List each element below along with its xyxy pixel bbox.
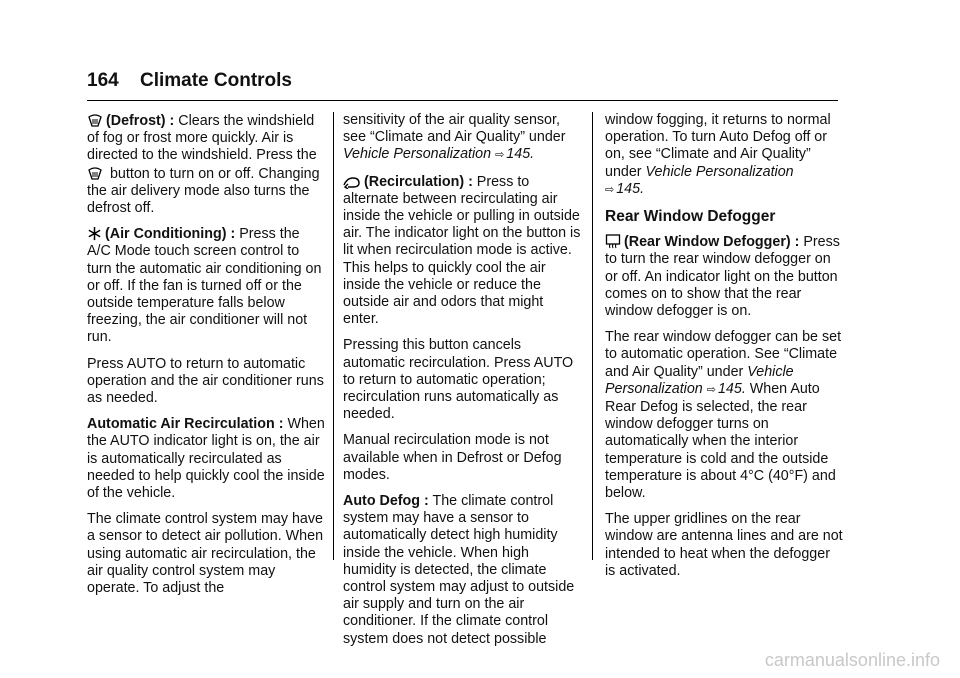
page-reference[interactable]: ⇨ 145.	[706, 380, 746, 397]
recirculation-paragraph	[343, 174, 581, 329]
auto-rear-text-2: When Auto Rear Defog is selected, the rear window defogger turns on automatically when the interior temperature is cold and the outside temperature is about 4°C (40°F) and below.	[605, 380, 836, 502]
sensor-paragraph: The climate control system may have a sensor to detect air pollution. When using automatic air recirculation, the air quality control system may operate. To adjust the	[87, 511, 324, 597]
auto-rear-paragraph	[605, 329, 843, 502]
rear-defogger-paragraph	[605, 233, 843, 320]
column-divider-2	[592, 112, 593, 560]
auto-defog-label: Auto Defog :	[343, 493, 429, 510]
snowflake-icon	[87, 226, 102, 241]
reference-arrow-icon: ⇨	[495, 149, 505, 162]
recirculation-icon	[343, 175, 361, 189]
defrost-text-2: button to turn on or off. Changing the air delivery mode also turns the defrost off.	[87, 165, 320, 217]
defrost-label: (Defrost) :	[106, 113, 175, 129]
page-number: 164	[87, 70, 119, 91]
fogging-text: window fogging, it returns to normal operation. To turn Auto Defog off or on, see “Climate and Air Quality” under	[605, 112, 831, 180]
column-divider-1	[333, 112, 334, 560]
aar-paragraph	[87, 416, 325, 502]
header-rule	[87, 100, 838, 101]
xref-title[interactable]: Vehicle Personalization	[343, 146, 492, 163]
fogging-paragraph	[605, 112, 843, 199]
aar-label: Automatic Air Recirculation :	[87, 416, 284, 433]
reference-number[interactable]: 145	[506, 146, 531, 163]
reference-number[interactable]: 145	[717, 380, 742, 397]
recirculation-text: Press to alternate between recirculating air inside the vehicle or pulling in outside air. The indicator light on the button is lit when recirculation mode is active. This helps to quickly cool the air inside the vehicle or reduce the outside air and odors that might enter.	[343, 173, 581, 328]
aar-text: When the AUTO indicator light is on, the air is automatically recirculated as needed to help quickly cool the inside of the vehicle.	[87, 416, 325, 502]
page-reference[interactable]: ⇨ 145.	[495, 146, 535, 163]
xref-title[interactable]: Vehicle Personalization	[645, 163, 794, 180]
defrost-icon	[87, 112, 103, 128]
auto-defog-text: The climate control system may have a sensor to automatically detect high humidity inside the vehicle. When high humidity is detected, the climate control system may adjust to outside air supply and turn on the air conditioner. If the climate control system does not detect possible	[343, 493, 575, 647]
ac-text: Press the A/C Mode touch screen control to turn the automatic air conditioning on or off. If the fan is turned off or the outside temperature falls below freezing, the air conditioner will not run.	[87, 226, 322, 346]
rear-defogger-text: Press to turn the rear window defogger on or off. An indicator light on the button comes on to show that the rear window defogger is on.	[605, 234, 840, 320]
rear-defogger-label: (Rear Window Defogger) :	[624, 234, 800, 251]
defrost-paragraph	[87, 112, 325, 217]
rear-defogger-icon	[605, 233, 621, 249]
auto-paragraph: Press AUTO to return to automatic operation and the air conditioner runs as needed.	[87, 355, 324, 407]
manual-paragraph: Manual recirculation mode is not available when in Defrost or Defog modes.	[343, 432, 562, 483]
gridlines-paragraph: The upper gridlines on the rear window are antenna lines and are not intended to heat when the defogger is activated.	[605, 511, 843, 579]
recirculation-label: (Recirculation) :	[364, 173, 473, 190]
auto-rear-text-1: The rear window defogger can be set to automatic operation. See “Climate and Air Quality” under	[605, 329, 842, 380]
section-title: Climate Controls	[139, 70, 293, 91]
column-3	[605, 112, 843, 589]
column-2	[343, 112, 581, 657]
xref-title[interactable]: Vehicle Personalization	[605, 363, 794, 397]
section-heading: Rear Window Defogger	[605, 208, 776, 226]
page-header	[87, 70, 292, 92]
ac-label: (Air Conditioning) :	[105, 226, 236, 243]
defrost-icon	[87, 165, 103, 181]
ac-paragraph	[87, 226, 325, 346]
defrost-text-1: Clears the windshield of fog or frost more quickly. Air is directed to the windshield. Press the	[87, 113, 317, 164]
auto-defog-paragraph	[343, 493, 581, 648]
column-1	[87, 112, 325, 606]
sensitivity-paragraph	[343, 112, 581, 165]
reference-number[interactable]: 145	[616, 180, 641, 197]
sensitivity-text: sensitivity of the air quality sensor, see “Climate and Air Quality” under	[343, 112, 566, 146]
page-reference[interactable]: ⇨ 145.	[605, 180, 645, 197]
reference-arrow-icon: ⇨	[706, 383, 716, 396]
reference-arrow-icon: ⇨	[605, 183, 615, 196]
cancel-paragraph: Pressing this button cancels automatic recirculation. Press AUTO to return to automatic operation; recirculation runs automatically as needed.	[343, 337, 574, 423]
watermark: carmanualsonline.info	[764, 650, 940, 670]
